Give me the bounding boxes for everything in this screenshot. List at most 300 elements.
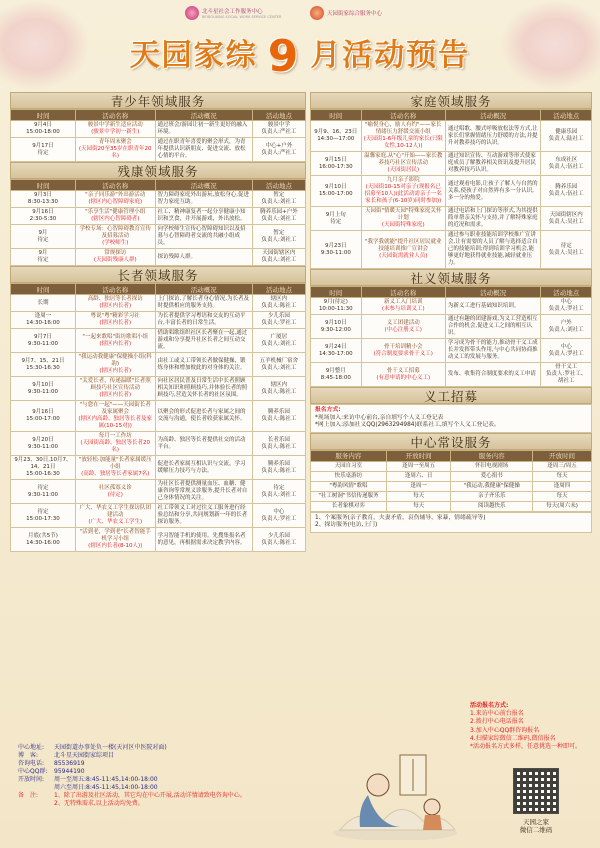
contact-value: 天园街道办事处负一楼(天河区中医院对面) bbox=[54, 744, 167, 751]
tianyuan-logo-icon bbox=[310, 6, 324, 20]
row-desc: 学习成为骨干的能力,推动骨干义工成长并发挥带头作用,与中心共同协商推动义工的发展与服务。 bbox=[445, 339, 541, 363]
right-column bbox=[310, 92, 592, 533]
contact-line bbox=[18, 784, 308, 792]
activity-name: 青年周末聚会 bbox=[98, 139, 132, 145]
row-activity bbox=[361, 231, 445, 269]
row-time: 9月20日 9:30-11:00 bbox=[11, 432, 76, 456]
row-desc: 通过班会/游园让初一新生更好的融入环境。 bbox=[155, 121, 252, 138]
activity-target: (辖区内长者) bbox=[99, 368, 132, 374]
service-name: 爱心捐书 bbox=[451, 471, 532, 481]
service-hours: 逢周三/周五 bbox=[532, 461, 591, 471]
row-activity bbox=[361, 152, 445, 176]
row-activity bbox=[361, 363, 445, 387]
row-activity bbox=[75, 225, 155, 249]
activity-target: (天园街居民) bbox=[387, 167, 420, 173]
activity-name: 新义工入门培训 bbox=[383, 299, 423, 305]
activity-name: "关爱长者，传递温暖"长者照顾技巧社区宣传活动 bbox=[79, 378, 151, 391]
row-time: 9月4日 15:00-18:00 bbox=[11, 121, 76, 138]
row-activity bbox=[75, 249, 155, 266]
elderly-section-title: 长者领域服务 bbox=[10, 266, 306, 283]
row-time: 9月15日 16:00-17:30 bbox=[311, 152, 362, 176]
row-activity bbox=[361, 121, 445, 152]
family-section-title: 家庭领域服务 bbox=[310, 92, 592, 109]
row-time: 9月24日 14:30-17:00 bbox=[311, 339, 362, 363]
social-rows bbox=[311, 298, 592, 387]
contact-value: 周一至周五:8:45-11:45,14:00-18:00 bbox=[54, 776, 158, 783]
row-desc: 为长者提供学习粤语和交友的互动平台,丰富长者的日常生活。 bbox=[155, 312, 252, 329]
contact-key: 开放时间: bbox=[18, 776, 45, 783]
social-section-title: 社义领域服务 bbox=[310, 269, 592, 286]
center-note: 2、探访服务(电访,上门) bbox=[315, 522, 378, 529]
col-hours: 开放时间 bbox=[386, 450, 451, 461]
activity-target: (有意申请的中心义工) bbox=[376, 374, 431, 381]
service-name: 怀旧电视剧场 bbox=[451, 461, 532, 471]
row-time: 9月23日 9:30-11:00 bbox=[311, 231, 362, 269]
row-desc: 通过参与职业技能培训学校推广宣讲会,让有需要的人员了解与选择适合自己的技能培训;得到培训学习机会,能够更好地获得就业技能,减轻就业压力。 bbox=[445, 231, 541, 269]
col-service: 服务内容 bbox=[451, 450, 532, 461]
volunteer-section-title: 义工招募 bbox=[310, 387, 592, 404]
contact-value: 北斗星天园街家综项目 bbox=[54, 752, 115, 759]
row-place: 腾养乐园+户外 负责人:刘社工 bbox=[252, 208, 305, 225]
page-title bbox=[0, 30, 600, 80]
row-place: 中心+户外 负责人:严社工 bbox=[252, 138, 305, 162]
activity-target: (天园街20至35岁在职青年20名) bbox=[78, 146, 152, 159]
activity-name: "活到老，学到老"长者智能手机学习小组 bbox=[79, 529, 151, 542]
row-time: 逢周一 14:30-16:00 bbox=[11, 312, 76, 329]
contact-value: 85536919 bbox=[54, 760, 85, 767]
row-desc: 通过在职青年喜爱的聚会形式，为青年提供认识新朋友、促进交流、放松心情的平台。 bbox=[155, 138, 252, 162]
row-desc: 向学校师生宣传心智障碍知识以及招募与心智障碍者交流的共融小组成员。 bbox=[155, 225, 252, 249]
col-name: 活动名称 bbox=[361, 287, 445, 298]
row-time: 长期 bbox=[11, 295, 76, 312]
disability-row bbox=[11, 225, 306, 249]
row-place: 中心 负责人:罗社工 bbox=[541, 339, 592, 363]
elderly-row bbox=[11, 329, 306, 353]
elderly-row bbox=[11, 504, 306, 528]
activity-name: "我学我就能"提升社区居民就业技能培训推广宣讲会 bbox=[364, 239, 442, 252]
note-line: 1、除了出游及社区活动，其它均在中心开展,活动详情请致电咨询中心。 bbox=[54, 792, 246, 799]
wechat-qr-code[interactable] bbox=[513, 768, 559, 814]
row-place: 骨干义工 负责人:罗社工、胡社工 bbox=[541, 363, 592, 387]
family-rows bbox=[311, 121, 592, 269]
disability-rows bbox=[11, 191, 306, 266]
row-place: 暂定 负责人:刘社工 bbox=[252, 225, 305, 249]
service-hours: 逢周一 bbox=[386, 481, 451, 491]
service-name: "粤韵风情"歌唱 bbox=[311, 481, 387, 491]
family-row bbox=[311, 207, 592, 231]
service-hours: 每天 bbox=[386, 501, 451, 511]
elderly-table bbox=[10, 283, 306, 552]
activity-target: (天园街1-6年级儿童的家长(只限女性,10-12人)) bbox=[363, 136, 443, 149]
logo-right-text: 天园街家综合服务中心 bbox=[327, 11, 383, 17]
row-activity bbox=[75, 456, 155, 480]
activity-name: 天园街"情暖天园"特殊家庭关怀计划 bbox=[364, 208, 442, 221]
row-time: 9月7、15、21日 15:30-16:30 bbox=[11, 353, 76, 377]
elderly-table-header bbox=[11, 284, 306, 295]
family-table bbox=[310, 109, 592, 269]
center-rows bbox=[311, 461, 592, 511]
row-activity bbox=[75, 121, 155, 138]
activity-target: (中心注册义工) bbox=[384, 326, 422, 333]
disability-row bbox=[11, 191, 306, 208]
activity-target: (学校师生) bbox=[102, 240, 129, 246]
elderly-rows bbox=[11, 295, 306, 552]
service-name: 长者象棋对弈 bbox=[311, 501, 387, 511]
family-row bbox=[311, 121, 592, 152]
service-hours: 逢周六、日 bbox=[386, 471, 451, 481]
col-place: 活动地点 bbox=[252, 110, 305, 121]
activity-name: "喻悦身心，励人有约"——家长情绪压力舒缓交流小组 bbox=[364, 122, 442, 135]
row-place: 腾养乐园 负责人:陈社工 bbox=[252, 456, 305, 480]
activity-name: 骏景中学新生适应活动 bbox=[87, 122, 143, 128]
row-place: 东成社区 负责人:伍社工 bbox=[541, 152, 592, 176]
row-time: 9月 待定 bbox=[11, 249, 76, 266]
row-place: 广厦居 负责人:刘社工 bbox=[252, 329, 305, 353]
elderly-row bbox=[11, 353, 306, 377]
signup-line: 2.拨打中心电话报名 bbox=[470, 718, 524, 726]
activity-name: 温馨家庭,从"心"开始——家长教养技巧社区宣传活动 bbox=[364, 153, 443, 166]
row-activity bbox=[75, 312, 155, 329]
activity-name: 高龄、独居等长者探访 bbox=[87, 296, 143, 302]
row-desc: 学习智能手机的使用。先搜集报名者的意见，再根据需求决定教学内容。 bbox=[155, 528, 252, 552]
activity-target: (辖区内长者(8-10人)) bbox=[88, 543, 143, 549]
col-hours: 开放时间 bbox=[532, 450, 591, 461]
qr-caption: 天园之家 微信二维码 bbox=[519, 818, 553, 834]
col-time: 时间 bbox=[311, 110, 362, 121]
col-desc: 活动概况 bbox=[155, 284, 252, 295]
social-row bbox=[311, 315, 592, 339]
row-time: 待定 9:30-11:00 bbox=[11, 480, 76, 504]
activity-name: 社区孤寡义诊 bbox=[98, 484, 132, 491]
family-row bbox=[311, 176, 592, 207]
center-section-title: 中心常设服务 bbox=[310, 433, 592, 450]
row-place: 骏景中学 负责人:严社工 bbox=[252, 121, 305, 138]
col-place: 活动地点 bbox=[252, 284, 305, 295]
row-place: 待定 负责人:刘社工 bbox=[252, 480, 305, 504]
col-desc: 活动概况 bbox=[155, 110, 252, 121]
volunteer-line: *网上加入:添加社义QQ(2963294984)联系社工,填写个人义工登记表。 bbox=[315, 422, 500, 429]
row-desc: 探访残障人群。 bbox=[155, 249, 252, 266]
elderly-row bbox=[11, 528, 306, 552]
activity-name: 每月一工作坊 bbox=[98, 433, 132, 439]
row-time: 9月(待定) 10:00-11:30 bbox=[311, 298, 362, 315]
row-time: 9月17日 待定 bbox=[11, 138, 76, 162]
row-place: 中心 负责人:罗社工 bbox=[541, 298, 592, 315]
beidouxing-logo-icon bbox=[185, 6, 199, 20]
service-hours: 每天 bbox=[386, 491, 451, 501]
center-note: 1、个案服务(亲子教育，夫妻矛盾，哀伤辅导，家暴，情绪疏导等) bbox=[315, 514, 486, 521]
row-activity bbox=[361, 298, 445, 315]
row-time: 待定 15:00-17:30 bbox=[11, 504, 76, 528]
title-part-a: 天园家综 bbox=[129, 38, 258, 73]
social-row bbox=[311, 298, 592, 315]
col-time: 时间 bbox=[11, 284, 76, 295]
row-activity bbox=[75, 295, 155, 312]
activity-name: "一起来歌唱"街坊歌唱小组 bbox=[82, 333, 148, 340]
center-row bbox=[311, 501, 592, 511]
elderly-row bbox=[11, 295, 306, 312]
center-table bbox=[310, 450, 592, 512]
family-row bbox=[311, 231, 592, 269]
activity-target: (未参与培训义工) bbox=[381, 306, 425, 312]
service-name: 亲子齐乐乐 bbox=[451, 491, 532, 501]
activity-target: (待定) bbox=[107, 491, 123, 498]
elderly-row bbox=[11, 377, 306, 401]
volunteer-label: 报名方式: bbox=[315, 407, 341, 413]
activity-target: (高龄、独居等长者家属7名) bbox=[81, 471, 150, 477]
col-desc: 活动概况 bbox=[445, 110, 541, 121]
service-name: "我运动,我健康"保健操 bbox=[451, 481, 532, 491]
activity-target: (辖区内长者) bbox=[99, 303, 132, 309]
center-notes bbox=[310, 512, 592, 533]
activity-target: (天园街特殊家庭) bbox=[381, 222, 425, 228]
left-column bbox=[10, 92, 306, 552]
row-place: 待定 负责人:吴社工 bbox=[541, 231, 592, 269]
row-activity bbox=[75, 329, 155, 353]
contact-line bbox=[18, 768, 308, 776]
youth-rows bbox=[11, 121, 306, 162]
elderly-row bbox=[11, 312, 306, 329]
row-activity bbox=[75, 191, 155, 208]
col-name: 活动名称 bbox=[361, 110, 445, 121]
activity-name: "乐享生活"健康管理小组 bbox=[85, 209, 146, 215]
row-desc: 以聚会的形式促进长者与家属之间的交流与沟通，使长者收获家属关怀。 bbox=[155, 401, 252, 432]
contact-key: 咨询电话: bbox=[18, 760, 45, 767]
col-time: 时间 bbox=[11, 180, 76, 191]
row-desc: 发布、收集符合制度要求的义工申请 bbox=[445, 363, 541, 387]
col-place: 活动地点 bbox=[541, 287, 592, 298]
row-place: 长者乐园 负责人:陈社工 bbox=[252, 432, 305, 456]
activity-name: 义工团建活动 bbox=[386, 319, 420, 326]
activity-target: (天园街高龄、独居等长者20名) bbox=[80, 440, 151, 453]
activity-name: 骨干义工招募 bbox=[386, 367, 420, 374]
service-name: 阅读越快乐 bbox=[451, 501, 532, 511]
row-activity bbox=[75, 401, 155, 432]
row-activity bbox=[75, 138, 155, 162]
row-time: 9月整月 8:45-18:00 bbox=[311, 363, 362, 387]
activity-target: (骏景中学初一新生) bbox=[91, 129, 140, 135]
contact-line bbox=[18, 744, 308, 752]
signup-line: 3.加入中心QQ群咨询报名 bbox=[470, 726, 540, 734]
scholar-illustration-icon bbox=[330, 735, 460, 840]
col-name: 活动名称 bbox=[75, 284, 155, 295]
center-row bbox=[311, 481, 592, 491]
row-time: 9月16日 2:30-5:30 bbox=[11, 208, 76, 225]
row-desc: 借助唱歌组织社区长者聚在一起,通过游戏和分享提升社区长者之间互动交流。 bbox=[155, 329, 252, 353]
volunteer-line: *现场加入:来访中心前台,亲自填写个人义工登记表 bbox=[315, 414, 444, 421]
row-activity bbox=[361, 339, 445, 363]
contact-line bbox=[18, 776, 308, 784]
disability-row bbox=[11, 208, 306, 225]
row-desc: 通过知识宣传、互动游戏等形式使家庭成员了解教养相关资讯及提升居民对教养技巧认识。 bbox=[445, 152, 541, 176]
contact-line bbox=[18, 752, 308, 760]
center-row bbox=[311, 461, 592, 471]
service-hours: 每天 bbox=[532, 491, 591, 501]
col-service: 服务内容 bbox=[311, 450, 387, 461]
youth-row bbox=[11, 121, 306, 138]
row-place: 少儿乐园 负责人:罗社工 bbox=[252, 312, 305, 329]
disability-table-header bbox=[11, 180, 306, 191]
col-name: 活动名称 bbox=[75, 180, 155, 191]
col-desc: 活动概况 bbox=[445, 287, 541, 298]
youth-table bbox=[10, 109, 306, 162]
center-row bbox=[311, 491, 592, 501]
activity-target: (辖区内长者) bbox=[99, 340, 132, 347]
row-desc: 为新义工进行基础知识培训。 bbox=[445, 298, 541, 315]
row-time: 月底(共5节) 14:30-16:00 bbox=[11, 528, 76, 552]
row-time: 9月上旬 待定 bbox=[311, 207, 362, 231]
elderly-row bbox=[11, 480, 306, 504]
row-place: 腾养乐园 负责人:陈社工 bbox=[252, 401, 305, 432]
service-hours: 逢周一至周五 bbox=[386, 461, 451, 471]
row-activity bbox=[361, 207, 445, 231]
social-row bbox=[311, 363, 592, 387]
row-desc: 通过观看电影,让孩子了解人与自然的关系,使孩子对自然界有多一分认识,多一分的热爱。 bbox=[445, 176, 541, 207]
activity-target: (辖区内高龄、独居等长者及家属(10-15对)) bbox=[78, 416, 153, 429]
contact-key: 中心QQ群: bbox=[18, 768, 48, 775]
activity-name: 九月亲子影院 bbox=[386, 177, 420, 183]
row-desc: 社工、精神康复者一起分享健康小知识和烹食，并开展游戏，外出放松。 bbox=[155, 208, 252, 225]
activity-name: 粤说"粤"精彩学习社 bbox=[90, 313, 140, 319]
youth-section-title: 青少年领域服务 bbox=[10, 92, 306, 109]
youth-row bbox=[11, 138, 306, 162]
service-hours: 每天(周六未) bbox=[532, 501, 591, 511]
row-place: 腾养乐园 负责人:伍社工 bbox=[541, 176, 592, 207]
family-table-header bbox=[311, 110, 592, 121]
elderly-row bbox=[11, 401, 306, 432]
row-place: 辖区内 负责人:陈社工 bbox=[252, 377, 305, 401]
service-name: "社工树洞"书信传递服务 bbox=[311, 491, 387, 501]
signup-line: *活动报名方式多样，任意挑选一种即可。 bbox=[470, 743, 582, 751]
row-time: 9月3日 8:30-13:30 bbox=[11, 191, 76, 208]
logo-tianyuan bbox=[310, 6, 382, 20]
row-desc: 由社工或义工带领长者做保健操，锻炼身体和增加彼此的对身体的关注。 bbox=[155, 353, 252, 377]
activity-name: "放轻松·加能量"长者家属缓压小组 bbox=[78, 457, 152, 470]
row-activity bbox=[361, 176, 445, 207]
row-activity bbox=[75, 432, 155, 456]
disability-section-title: 残康领域服务 bbox=[10, 162, 306, 179]
col-desc: 活动概况 bbox=[155, 180, 252, 191]
activity-target: (天园街残康人群) bbox=[93, 257, 137, 263]
center-table-header bbox=[311, 450, 592, 461]
service-name: 快乐桌游坊 bbox=[311, 471, 387, 481]
disability-row bbox=[11, 249, 306, 266]
row-desc: 为高龄、独居等长者提供社交的活动平台。 bbox=[155, 432, 252, 456]
contact-key: 博 客: bbox=[18, 752, 39, 759]
youth-table-header bbox=[11, 110, 306, 121]
row-time: 9月 待定 bbox=[11, 225, 76, 249]
activity-target: (天园街10-15对亲子(现报名已招募至10人)(此活动需亲子一名家长和孩子(6-10岁)同时参加)) bbox=[364, 184, 442, 204]
row-activity bbox=[361, 315, 445, 339]
signup-methods bbox=[470, 702, 600, 751]
logo-left-sub: BEIDOUXING SOCIAL WORK SERVICE CENTER bbox=[202, 15, 282, 19]
row-place: 辖区内 负责人:陈社工 bbox=[252, 295, 305, 312]
col-name: 活动名称 bbox=[75, 110, 155, 121]
row-activity bbox=[75, 353, 155, 377]
row-desc: 为社区长者提供测量血压、血糖、健康咨询等常规义诊服务,提升长者对自己身体情况的关注。 bbox=[155, 480, 252, 504]
activity-name: 广大、华农义工学生探访队团建活动 bbox=[79, 505, 151, 518]
row-desc: 促进长者家属互相认识与交流，学习缓解压力技巧与方法。 bbox=[155, 456, 252, 480]
disability-table bbox=[10, 179, 306, 266]
row-place: 五羊机械厂宿舍 负责人:刘社工 bbox=[252, 353, 305, 377]
row-desc: 通过电话和上门探访等形式,为其提供简单帮亲关怀与支持,并了解特殊家庭的近况和需求。 bbox=[445, 207, 541, 231]
family-row bbox=[311, 152, 592, 176]
social-table bbox=[310, 286, 592, 387]
row-activity bbox=[75, 208, 155, 225]
row-desc: 智力障碍家庭外出游玩,放松身心,促进智力家庭互助。 bbox=[155, 191, 252, 208]
contact-notes bbox=[18, 792, 308, 808]
row-time: 9月7日 9:30-11:00 bbox=[11, 329, 76, 353]
note-line: 2、无特殊需求,以上活动均免费。 bbox=[54, 800, 144, 807]
notes-label: 备 注: bbox=[18, 792, 39, 799]
col-time: 时间 bbox=[311, 287, 362, 298]
elderly-row bbox=[11, 456, 306, 480]
signup-line: 1.来访中心前台报名 bbox=[470, 710, 524, 718]
row-activity bbox=[75, 528, 155, 552]
activity-target: (辖区内长者) bbox=[99, 320, 132, 326]
row-desc: 向社区居民普及日常生活中长者照顾相关知识和照顾技巧,并体验长者的照顾技巧,营造关怀长者的社区氛围。 bbox=[155, 377, 252, 401]
service-name: 天园自习室 bbox=[311, 461, 387, 471]
activity-target: (辖区内长者) bbox=[99, 392, 132, 398]
activity-target: (符合制度要求骨干义工) bbox=[373, 350, 433, 357]
activity-target: (辖区内心智障碍者) bbox=[91, 216, 140, 222]
activity-target: (辖区内心智障碍家庭) bbox=[88, 199, 143, 205]
contact-info bbox=[18, 744, 308, 808]
row-place: 健康乐园 负责人:陆社工 bbox=[541, 121, 592, 152]
activity-target: (天园街需就业人员) bbox=[379, 253, 428, 259]
row-activity bbox=[75, 480, 155, 504]
row-time: 9月23、30日,10月7、14、21日 15:00-16:30 bbox=[11, 456, 76, 480]
social-table-header bbox=[311, 287, 592, 298]
activity-name: 骨干培训精小会 bbox=[383, 343, 423, 350]
service-hours: 逢周四 bbox=[532, 481, 591, 491]
activity-name: 学校专场：心智障碍教育宣传及招募活动 bbox=[79, 226, 151, 239]
row-time: 9月10日 15:00-17:00 bbox=[311, 176, 362, 207]
row-place: 暂定 负责人:刘社工 bbox=[252, 191, 305, 208]
volunteer-notice bbox=[310, 404, 592, 433]
row-desc: 社工带领义工对过往义工服务进行经验总结和分享,共同规划新一年的长者探访服务。 bbox=[155, 504, 252, 528]
signup-title: 活动报名方式: bbox=[470, 702, 509, 709]
title-part-b: 月活动预告 bbox=[310, 38, 471, 73]
row-place: 天园街辖区内 负责人:吴社工 bbox=[541, 207, 592, 231]
social-row bbox=[311, 339, 592, 363]
row-place: 天园街辖区内 负责人:刘社工 bbox=[252, 249, 305, 266]
activity-name: 常规探访 bbox=[104, 250, 127, 256]
row-desc: 上门探访,了解长者身心情况,为长者及时提供相应的服务支持。 bbox=[155, 295, 252, 312]
contact-key: 中心地址: bbox=[18, 744, 45, 751]
row-time: 9月10日 9:30-12:00 bbox=[311, 315, 362, 339]
activity-name: "我运动我健康"保健操小组(科韵) bbox=[78, 354, 152, 367]
logo-left-text: 北斗星社会工作服务中心 bbox=[202, 9, 263, 15]
row-time: 9月16日 15:00-17:00 bbox=[11, 401, 76, 432]
activity-name: "与您在一起"——天园街长者及家属聚会 bbox=[79, 402, 151, 415]
title-month: 9 bbox=[267, 31, 301, 82]
elderly-row bbox=[11, 432, 306, 456]
row-place: 户外 负责人:刘社工 bbox=[541, 315, 592, 339]
row-time: 9月10日 9:30-11:00 bbox=[11, 377, 76, 401]
service-hours: 每天 bbox=[532, 471, 591, 481]
row-activity bbox=[75, 504, 155, 528]
signup-line: 4.扫描家综微信二维码,微信报名 bbox=[470, 734, 556, 742]
col-place: 活动地点 bbox=[541, 110, 592, 121]
activity-name: "亲子同乐游"外出游活动 bbox=[85, 192, 146, 198]
row-place: 少儿乐园 负责人:陈社工 bbox=[252, 528, 305, 552]
col-time: 时间 bbox=[11, 110, 76, 121]
row-activity bbox=[75, 377, 155, 401]
activity-target: (广大、华农义工学生) bbox=[88, 519, 143, 525]
contact-line bbox=[18, 760, 308, 768]
row-desc: 通过唱歌、腰式呼吸放松法等方式,让家长们掌握情绪压力舒缓的方法,并提升对教养技巧的认识。 bbox=[445, 121, 541, 152]
